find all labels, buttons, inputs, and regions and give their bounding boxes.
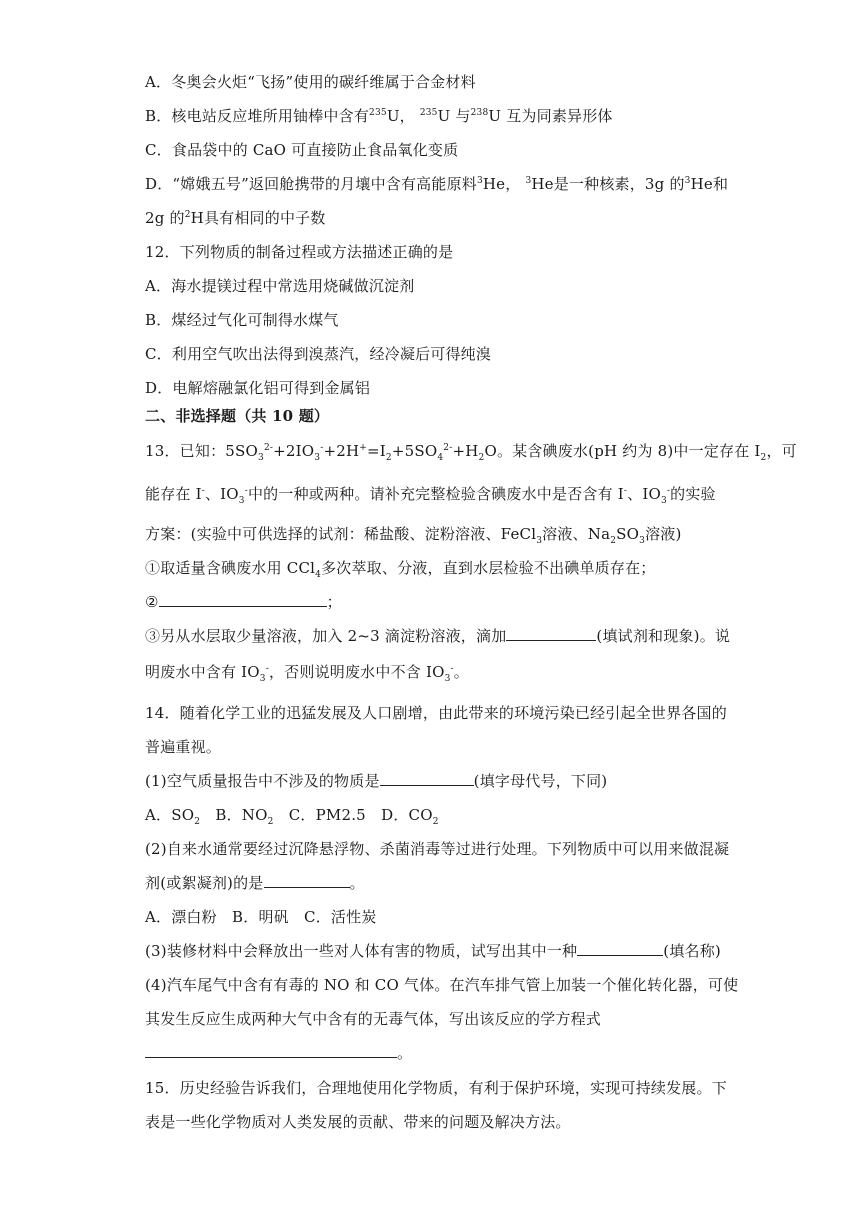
text: SO	[616, 525, 640, 543]
superscript: -	[623, 486, 628, 496]
text: 。	[349, 874, 365, 892]
q13-step-3-line2	[145, 662, 469, 682]
text: 、IO	[627, 485, 661, 503]
text: 明废水中含有 IO	[145, 663, 260, 681]
text: +2	[273, 442, 296, 460]
text: ，可	[766, 442, 797, 460]
answer-blank[interactable]	[159, 592, 327, 607]
q12-option-d: D．电解熔融氯化铝可得到金属铝	[145, 379, 371, 397]
text: =I	[367, 442, 386, 460]
q12-option-a: A．海水提镁过程中常选用烧碱做沉淀剂	[145, 277, 415, 295]
text: 溶液)	[645, 525, 682, 543]
text: ①取适量含碘废水用 CCl	[145, 559, 316, 577]
subscript: 3	[259, 674, 266, 684]
element-symbol: He，	[482, 175, 521, 193]
text: +2H	[323, 442, 360, 460]
q11-option-a: A．冬奥会火炬“飞扬”使用的碳纤维属于合金材料	[145, 73, 476, 91]
q14-stem-line2: 普遍重视。	[145, 738, 222, 756]
q11-option-d-mid: 是一种核素，3g 的	[553, 175, 685, 193]
subscript: 3	[639, 536, 646, 546]
element-symbol: H	[190, 209, 204, 227]
subscript: 3	[660, 496, 667, 506]
formula: IO	[295, 442, 315, 460]
text: 方案：(实验中可供选择的试剂：稀盐酸、淀粉溶液、FeCl	[145, 525, 537, 543]
q14-part-3	[145, 941, 721, 961]
element-symbol: He	[531, 175, 554, 193]
q14-part-2: (2)自来水通常要经过沉降悬浮物、杀菌消毒等过进行处理。下列物质中可以用来做混凝	[145, 840, 730, 858]
text: 中的一种或两种。请补充完整检验含碘废水中是否含有 I	[247, 485, 624, 503]
text: 具有相同的中子数	[203, 209, 326, 227]
subscript: 2	[385, 453, 392, 463]
superscript: -	[244, 486, 248, 496]
q13-step-2	[145, 592, 342, 612]
q12-option-b: B．煤经过气化可制得水煤气	[145, 311, 339, 329]
superscript: -	[265, 664, 269, 674]
q15-stem: 15．历史经验告诉我们，合理地使用化学物质，有利于保护环境，实现可持续发展。下	[145, 1079, 727, 1097]
q14-part-2-line2	[145, 873, 365, 893]
q14-part-4-line3	[145, 1043, 412, 1063]
q13-line-3	[145, 524, 682, 544]
text: A．SO	[145, 806, 195, 824]
element-symbol: U，	[386, 107, 415, 125]
subscript: 3	[258, 453, 264, 463]
q11-option-d	[145, 174, 728, 194]
answer-blank[interactable]	[577, 941, 663, 956]
text: +H	[452, 442, 479, 460]
q13-line-2	[145, 484, 716, 504]
mass-number: 235	[419, 108, 438, 118]
q15-stem-line2: 表是一些化学物质对人类发展的贡献、带来的问题及解决方法。	[145, 1113, 571, 1131]
text: 的实验	[670, 485, 716, 503]
subscript: 3	[444, 674, 451, 684]
mass-number: 238	[470, 108, 489, 118]
q11-option-d-text: D．“嫦娥五号”返回舱携带的月壤中含有高能原料	[145, 175, 477, 193]
text: (填字母代号，下同)	[473, 772, 608, 790]
text: (1)空气质量报告中不涉及的物质是	[145, 772, 380, 790]
subscript: 2	[610, 536, 617, 546]
q12-option-c: C．利用空气吹出法得到溴蒸汽，经冷凝后可得纯溴	[145, 345, 492, 363]
answer-blank[interactable]	[264, 873, 350, 888]
text: (填试剂和现象)。说	[596, 627, 731, 645]
element-symbol: U	[488, 107, 502, 125]
section-heading: 二、非选择题（共 10 题）	[145, 407, 330, 425]
text: 、IO	[204, 485, 239, 503]
subscript: 2	[432, 817, 439, 827]
text: 13．已知：5	[145, 442, 236, 460]
q11-option-d-line2	[145, 208, 326, 228]
superscript: -	[201, 486, 205, 496]
subscript: 4	[315, 570, 322, 580]
q11-option-b-mid: 与	[455, 107, 471, 125]
superscript: -	[320, 443, 324, 453]
element-symbol: He	[690, 175, 713, 193]
mass-number: 3	[525, 176, 532, 186]
subscript: 3	[314, 453, 321, 463]
text: (3)装修材料中会释放出一些对人体有害的物质，试写出其中一种	[145, 942, 578, 960]
q14-stem: 14．随着化学工业的迅猛发展及人口剧增，由此带来的环境污染已经引起全世界各国的	[145, 704, 727, 722]
q11-option-b-end: 互为同素异形体	[506, 107, 613, 125]
q11-option-c: C．食品袋中的 CaO 可直接防止食品氧化变质	[145, 141, 459, 159]
q14-part-2-options: A．漂白粉 B．明矾 C．活性炭	[145, 908, 377, 926]
superscript: -	[450, 664, 454, 674]
mass-number: 235	[369, 108, 387, 118]
answer-blank[interactable]	[380, 771, 474, 786]
q12-stem: 12．下列物质的制备过程或方法描述正确的是	[145, 243, 454, 261]
text: ，否则说明废水中不含 IO	[268, 663, 445, 681]
subscript: 3	[536, 536, 543, 546]
text: 能存在 I	[145, 485, 202, 503]
superscript: 2-	[263, 443, 274, 453]
element-symbol: U	[437, 107, 451, 125]
text: +5	[391, 442, 415, 460]
text: ③另从水层取少量溶液，加入 2~3 滴淀粉溶液，滴加	[145, 627, 507, 645]
text: B．NO	[200, 806, 268, 824]
subscript: 2	[194, 817, 201, 827]
q14-part-1	[145, 771, 607, 791]
q14-part-4-line2: 其发生反应生成两种大气中含有的无毒气体，写出该反应的学方程式	[145, 1010, 602, 1028]
text: ②	[145, 593, 159, 611]
superscript: +	[359, 443, 367, 453]
q13-step-3	[145, 626, 730, 646]
formula: SO	[235, 442, 259, 460]
text: 。	[397, 1044, 413, 1062]
mass-number: 3	[476, 176, 483, 186]
q11-option-d-end: 和	[712, 175, 729, 193]
q11-option-b-text: B．核电站反应堆所用铀棒中含有	[145, 107, 370, 125]
superscript: 2-	[443, 443, 453, 453]
subscript: 3	[238, 496, 245, 506]
formula: SO	[414, 442, 438, 460]
q14-part-1-options	[145, 805, 439, 825]
text: 。	[453, 663, 469, 681]
subscript: 2	[478, 453, 485, 463]
text: 剂(或絮凝剂)的是	[145, 874, 264, 892]
text: C．PM2.5 D．CO	[273, 806, 433, 824]
mass-number: 2	[184, 210, 191, 220]
text: ；	[326, 593, 342, 611]
q14-part-4: (4)汽车尾气中含有有毒的 NO 和 CO 气体。在汽车排气管上加装一个催化转化器，可使	[145, 976, 739, 994]
subscript: 2	[267, 817, 274, 827]
text: O。某含碘废水(pH 约为 8)中一定存在 I	[484, 442, 761, 460]
q13-step-1	[145, 558, 655, 578]
subscript: 2	[760, 453, 767, 463]
superscript: -	[666, 486, 671, 496]
text: 多次萃取、分液，直到水层检验不出碘单质存在；	[321, 559, 656, 577]
q11-option-b	[145, 106, 613, 126]
answer-blank[interactable]	[145, 1043, 397, 1058]
mass-number: 3	[684, 176, 691, 186]
subscript: 4	[437, 453, 444, 463]
text: (填名称)	[663, 942, 721, 960]
text: 溶液、Na	[542, 525, 611, 543]
q13-line-1	[145, 441, 797, 461]
answer-blank[interactable]	[506, 626, 596, 641]
text: 2g 的	[145, 209, 185, 227]
